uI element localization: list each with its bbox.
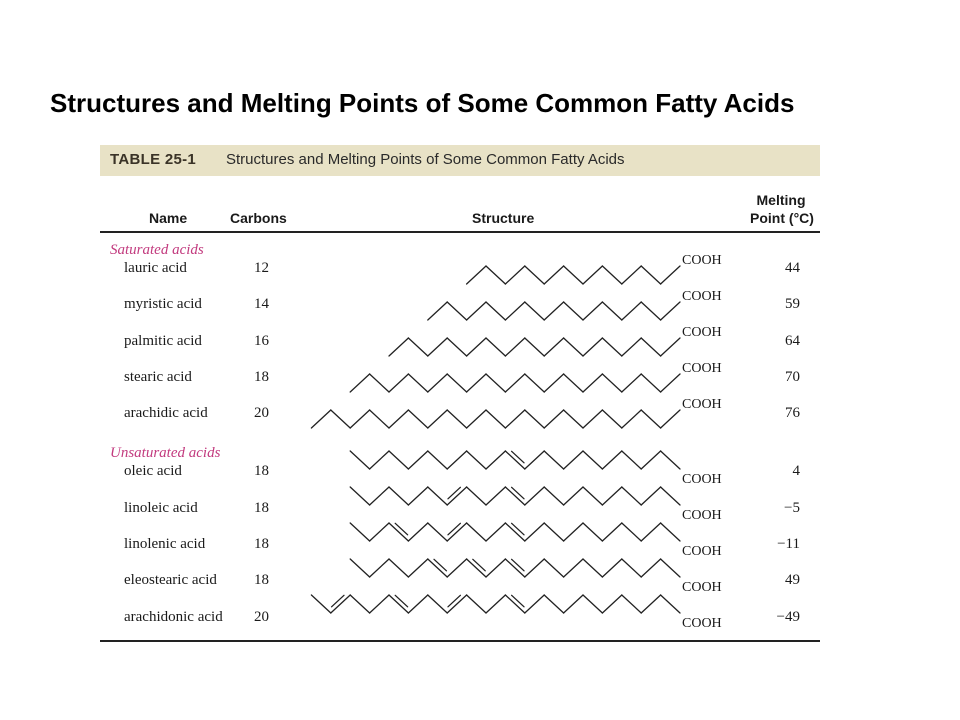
acid-name: linolenic acid — [124, 536, 206, 552]
carbon-count: 12 — [254, 260, 269, 276]
melting-point: 76 — [785, 405, 800, 421]
carbon-count: 20 — [254, 609, 269, 625]
carbon-count: 18 — [254, 536, 269, 552]
acid-name: myristic acid — [124, 296, 202, 312]
carbon-count: 18 — [254, 500, 269, 516]
acid-name: lauric acid — [124, 260, 187, 276]
melting-point: 4 — [792, 463, 800, 479]
group-label-unsaturated: Unsaturated acids — [110, 445, 221, 461]
fatty-acid-chain — [311, 595, 721, 631]
carbon-count: 18 — [254, 369, 269, 385]
acid-name: oleic acid — [124, 463, 182, 479]
acid-name: arachidic acid — [124, 405, 208, 421]
fatty-acid-chain — [389, 325, 722, 356]
acid-name: palmitic acid — [124, 333, 202, 349]
table-caption: Structures and Melting Points of Some Common Fatty Acids — [226, 151, 625, 168]
carbon-count: 20 — [254, 405, 269, 421]
acid-name: linoleic acid — [124, 500, 198, 516]
acid-name: eleostearic acid — [124, 572, 217, 588]
column-header-melting-line2: Point (°C) — [750, 210, 814, 226]
group-label-saturated: Saturated acids — [110, 242, 204, 258]
column-header-name: Name — [149, 210, 188, 226]
cooh-label: COOH — [682, 616, 722, 631]
fatty-acid-chain — [350, 361, 721, 392]
table-id-label: TABLE 25-1 — [110, 151, 197, 168]
cooh-label: COOH — [682, 325, 722, 340]
fatty-acid-chain — [350, 487, 721, 523]
slide-title: Structures and Melting Points of Some Common Fatty Acids — [50, 88, 795, 118]
column-header-melting-line1: Melting — [756, 192, 806, 208]
carbon-count: 14 — [254, 296, 269, 312]
melting-point: 64 — [785, 333, 800, 349]
cooh-label: COOH — [682, 397, 722, 412]
fatty-acid-chain — [311, 397, 721, 428]
melting-point: −49 — [776, 609, 800, 625]
melting-point: 49 — [785, 572, 800, 588]
melting-point: 70 — [785, 369, 800, 385]
carbon-count: 16 — [254, 333, 269, 349]
cooh-label: COOH — [682, 472, 722, 487]
acid-name: stearic acid — [124, 369, 192, 385]
carbon-count: 18 — [254, 463, 269, 479]
fatty-acid-chain — [467, 253, 722, 284]
fatty-acid-chain — [428, 289, 722, 320]
cooh-label: COOH — [682, 253, 722, 268]
fatty-acid-chain — [350, 523, 721, 559]
acid-name: arachidonic acid — [124, 609, 223, 625]
fatty-acid-chain — [350, 559, 721, 595]
column-header-structure: Structure — [472, 210, 535, 226]
cooh-label: COOH — [682, 508, 722, 523]
cooh-label: COOH — [682, 580, 722, 595]
fatty-acid-chain — [350, 451, 721, 487]
column-header-carbons: Carbons — [230, 210, 287, 226]
melting-point: −5 — [784, 500, 800, 516]
melting-point: 59 — [785, 296, 800, 312]
carbon-count: 18 — [254, 572, 269, 588]
cooh-label: COOH — [682, 544, 722, 559]
melting-point: 44 — [785, 260, 800, 276]
cooh-label: COOH — [682, 289, 722, 304]
melting-point: −11 — [777, 536, 800, 552]
cooh-label: COOH — [682, 361, 722, 376]
